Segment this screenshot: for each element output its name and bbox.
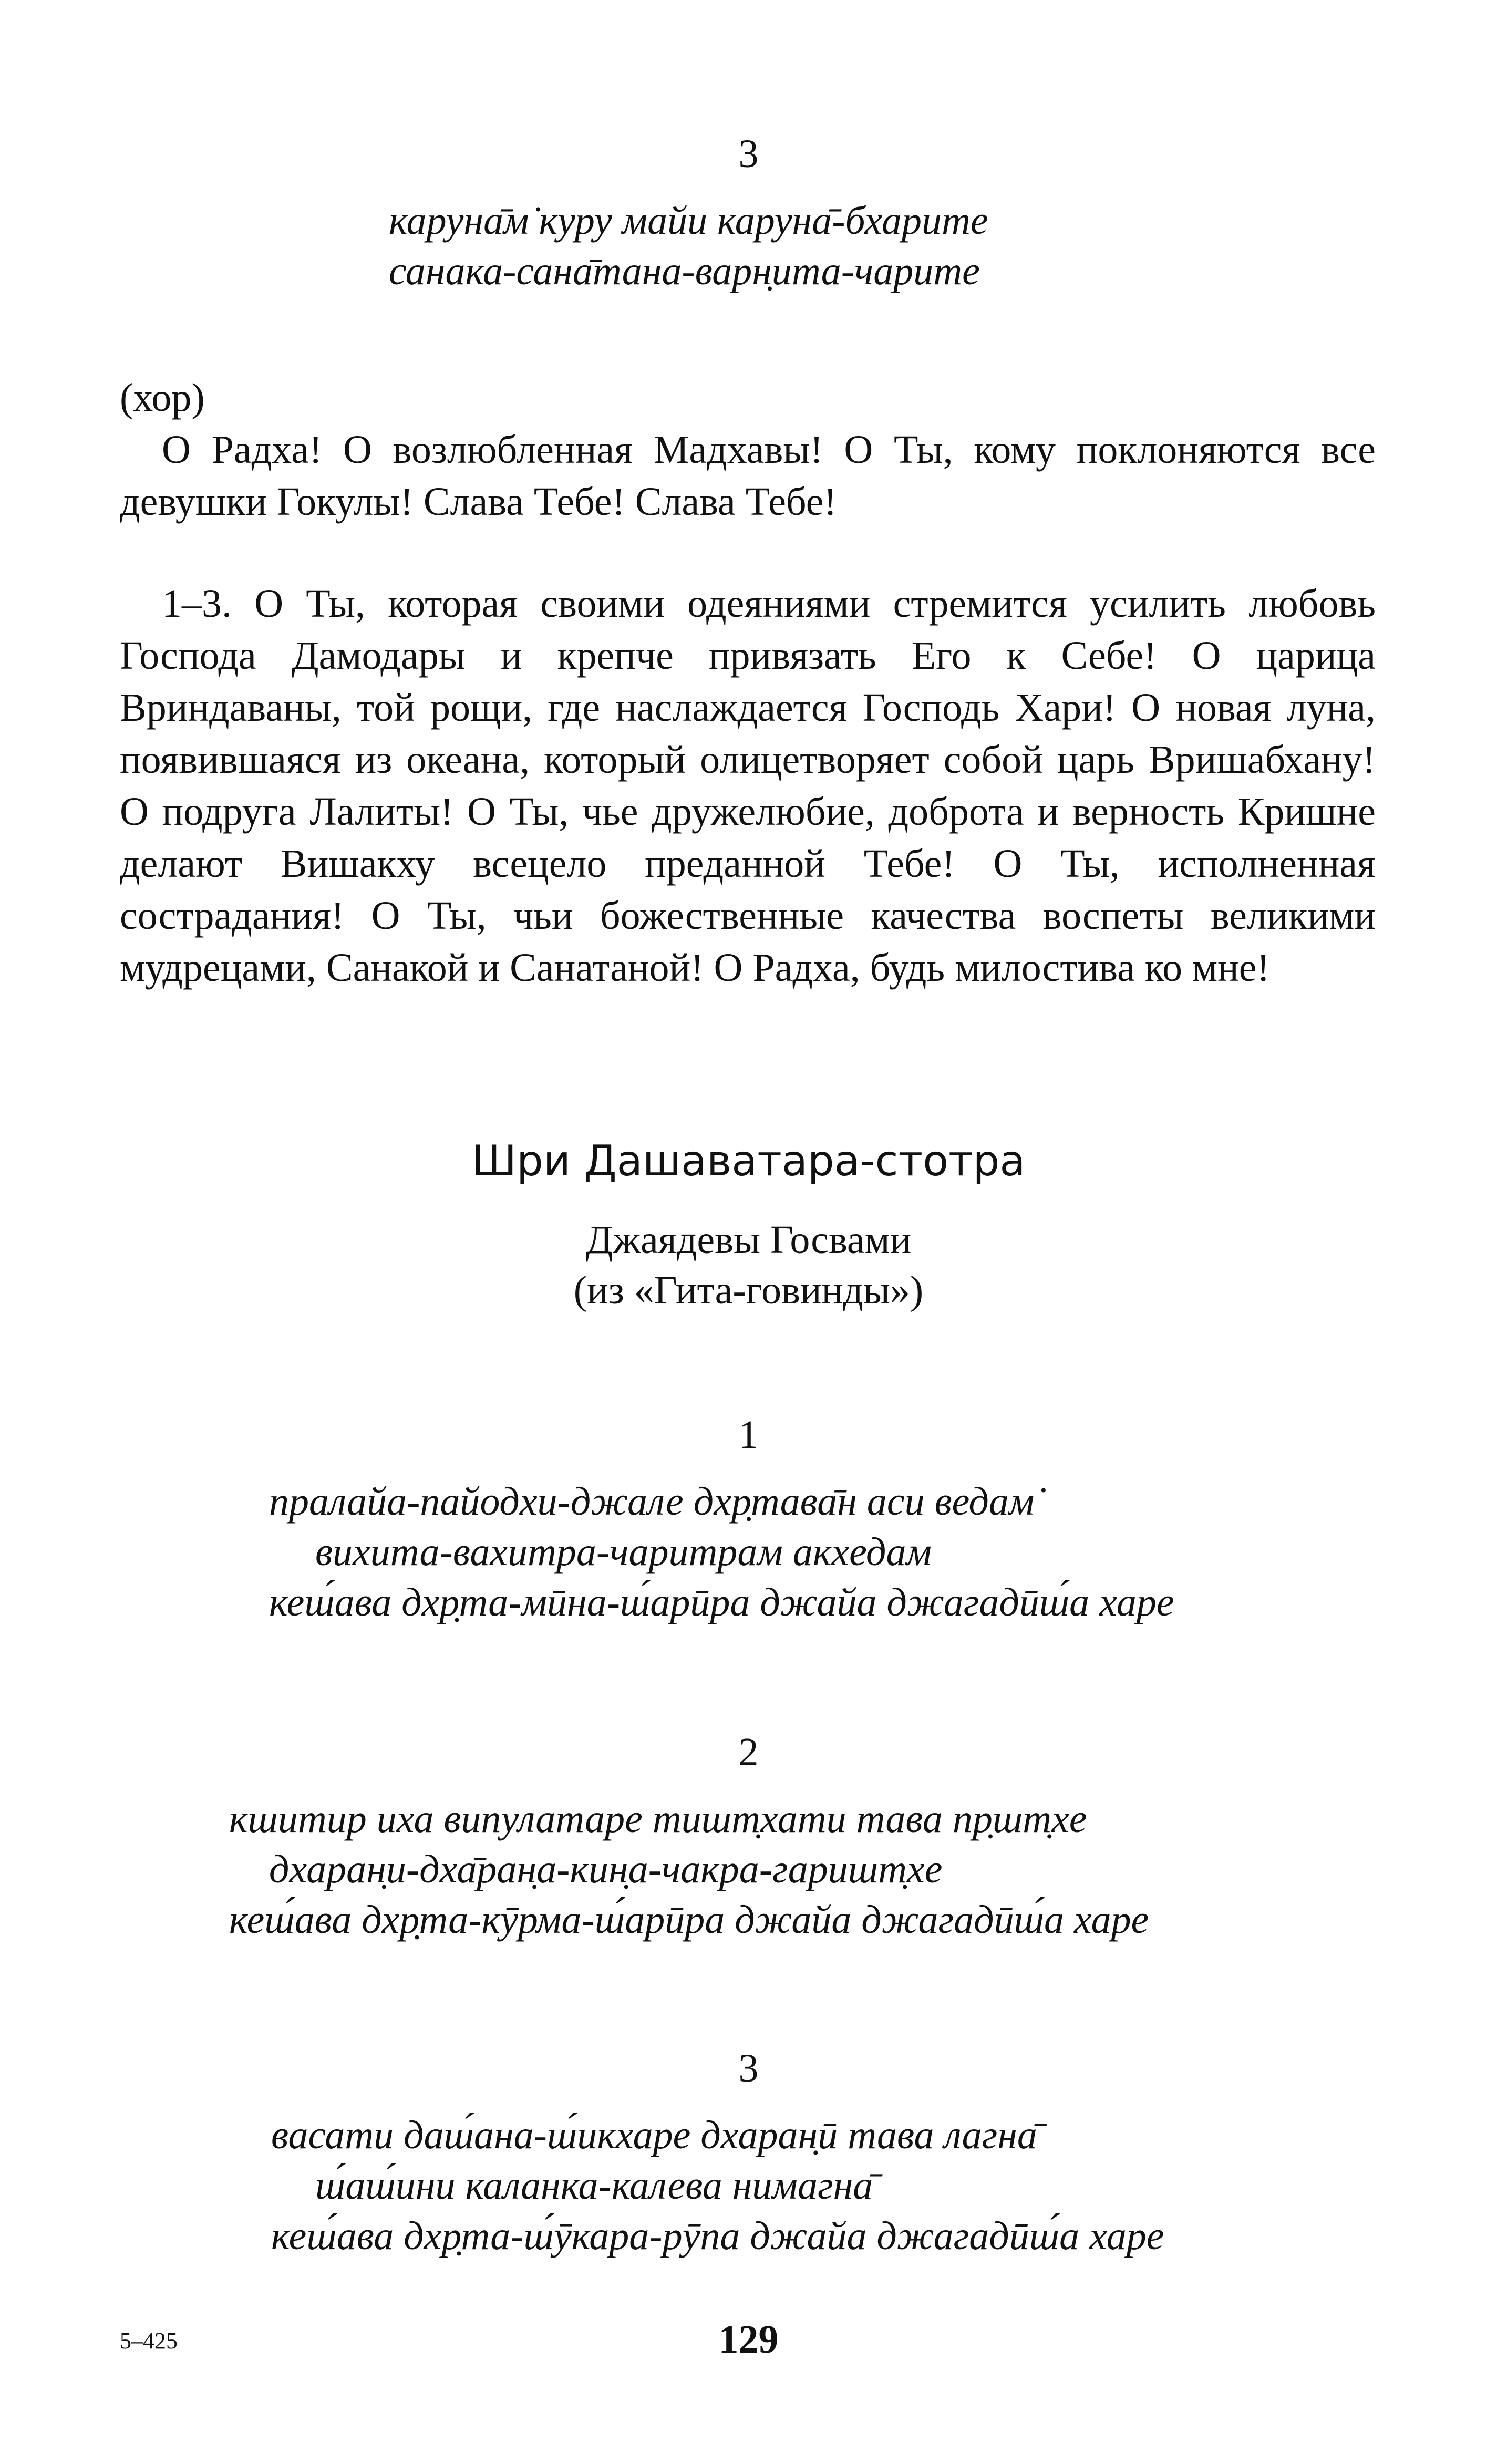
- verse-line: кеш́ава дхр̣та-ш́ӯкара-рӯпа джайа джагадӣш́а харе: [271, 2214, 1164, 2258]
- verse-number: 2: [738, 1730, 759, 1774]
- chorus-text-block: [120, 424, 1376, 528]
- verse-line: ш́аш́ини каланка-калева нимагна̄: [315, 2163, 873, 2208]
- verse-line: кеш́ава дхр̣та-кӯрма-ш́арӣра джайа джагадӣш́а харе: [229, 1898, 1149, 1942]
- verse-line: вихита-вахитра-чаритрам акхедам: [315, 1530, 932, 1574]
- page-number: 129: [718, 2317, 779, 2362]
- translation-block: [120, 578, 1376, 994]
- section-source: (из «Гита-говинды»): [573, 1268, 924, 1312]
- verse-number: 3: [738, 132, 759, 176]
- section-title: Шри Дашаватара-стотра: [471, 1136, 1026, 1185]
- verse-number: 1: [738, 1413, 759, 1457]
- translation-text: 1–3. О Ты, которая своими одеяниями стремится усилить любовь Господа Дамодары и крепче привязать Его к Себе! О царица Вриндаваны, той рощи, где наслаждается Господь Хари! О новая луна, появившаяся из океана, который олицетворяет собой царь Вришабхану! О подруга Лалиты! О Ты, чье дружелюбие, доброта и верность Кришне делают Вишакху всецело преданной Тебе! О Ты, исполненная сострадания! О Ты, чьи божественные качества воспеты великими мудрецами, Санакой и Санатаной! О Радха, будь милостива ко мне!: [120, 582, 1376, 990]
- folio-mark: 5–425: [120, 2328, 178, 2354]
- section-author: Джаядевы Госвами: [585, 1218, 912, 1262]
- verse-line: дхаран̣и-дха̄ран̣а-кин̣а-чакра-гаришт̣хе: [269, 1847, 943, 1891]
- verse-line: васати даш́ана-ш́икхаре дхаран̣ӣ тава лагна̄: [271, 2113, 1037, 2157]
- chorus-label: (хор): [120, 376, 205, 420]
- chorus-text: О Радха! О возлюбленная Мадхавы! О Ты, кому поклоняются все девушки Гокулы! Слава Тебе! Слава Тебе!: [120, 428, 1376, 524]
- verse-line: санака-сана̄тана-варн̣ита-чарите: [389, 249, 980, 293]
- verse-number: 3: [738, 2046, 759, 2090]
- verse-line: каруна̄м̇ куру майи каруна̄-бхарите: [389, 199, 988, 243]
- verse-line: кшитир иха випулатаре тишт̣хати тава пр̣шт̣хе: [229, 1797, 1087, 1841]
- verse-line: пралайа-пайодхи-джале дхр̣тава̄н аси ведам̇: [269, 1479, 1035, 1524]
- verse-line: кеш́ава дхр̣та-мӣна-ш́арӣра джайа джагадӣш́а харе: [269, 1580, 1174, 1624]
